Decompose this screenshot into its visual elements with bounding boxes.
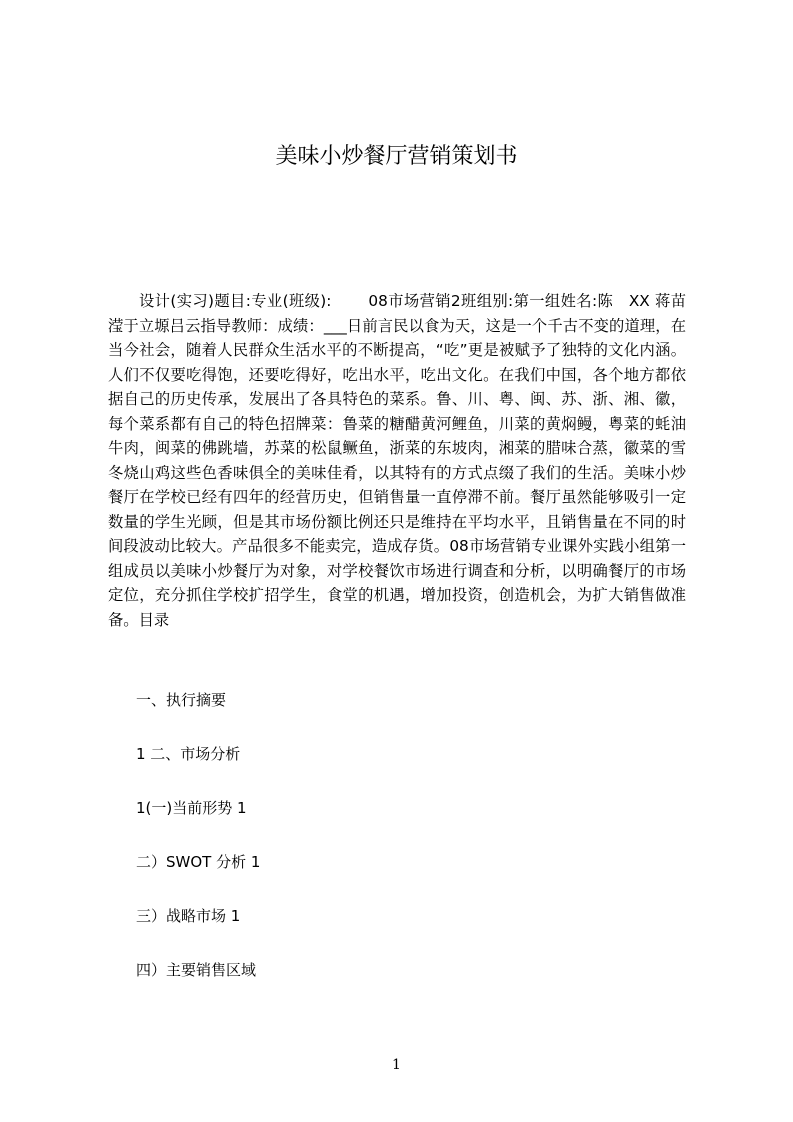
toc-item-swot-analysis: 二）SWOT 分析 1 — [136, 853, 261, 871]
toc-item-current-situation: 1(一)当前形势 1 — [136, 799, 247, 817]
page-number: 1 — [392, 1057, 401, 1073]
toc-item-main-sales-area: 四）主要销售区域 — [136, 961, 257, 979]
toc-item-executive-summary: 一、执行摘要 — [136, 691, 227, 709]
toc-item-market-analysis: 1 二、市场分析 — [136, 745, 241, 763]
document-title: 美味小炒餐厅营销策划书 — [275, 144, 518, 169]
body-paragraph: 设计(实习)题目:专业(班级): 08市场营销2班组别:第一组姓名:陈 XX 蒋苗滢于立塬吕云指导教师：成绩：___日前言民以食为天，这是一个千古不变的道理，在当今社会，随着人民群众生活水平的不断提高，“吃”更是被赋予了独特的文化内涵。人们不仅要吃得饱，还要吃得好，吃出水平，吃出文化。在我们中国，各个地方都依据自己的历史传承，发展出了各具特色的菜系。鲁、川、粤、闽、苏、浙、湘、徽，每个菜系都有自己的特色招牌菜：鲁菜的糖醋黄河鲤鱼，川菜的黄焖鳗，粤菜的蚝油牛肉，闽菜的佛跳墙，苏菜的松鼠鳜鱼，浙菜的东坡肉，湘菜的腊味合蒸，徽菜的雪冬烧山鸡这些色香味俱全的美味佳肴，以其特有的方式点缀了我们的生活。美味小炒餐厅在学校已经有四年的经营历史，但销售量一直停滞不前。餐厅虽然能够吸引一定数量的学生光顾，但是其市场份额比例还只是维持在平均水平，且销售量在不同的时间段波动比较大。产品很多不能卖完，造成存货。08市场营销专业课外实践小组第一组成员以美味小炒餐厅为对象，对学校餐饮市场进行调查和分析，以明确餐厅的市场定位，充分抓住学校扩招学生，食堂的机遇，增加投资，创造机会，为扩大销售做准备。目录 — [108, 292, 686, 629]
toc-item-strategic-market: 三）战略市场 1 — [136, 907, 241, 925]
